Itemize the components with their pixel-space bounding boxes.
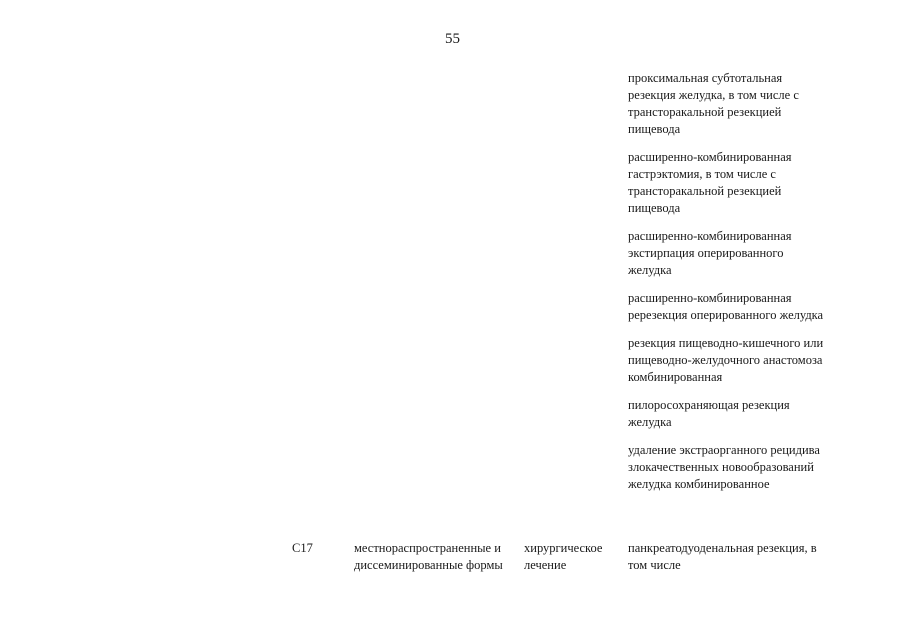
method-item: пилоросохраняющая резекция желудка xyxy=(628,398,790,429)
treatment-type-cell: хирургическое лечение xyxy=(524,541,603,572)
table-row xyxy=(0,540,905,580)
method-item: проксимальная субтотальная резекция желудка, в том числе с трансторакальной резекцией пищевода xyxy=(628,71,799,136)
diagnosis-code: C17 xyxy=(292,541,313,555)
page-number: 55 xyxy=(445,31,460,47)
condition-cell: местнораспространенные и диссеминированные формы xyxy=(354,541,503,572)
treatment-methods-list xyxy=(628,70,828,493)
method-item: удаление экстраорганного рецидива злокачественных новообразований желудка комбинированное xyxy=(628,443,820,491)
method-item: расширенно-комбинированная гастрэктомия, в том числе с трансторакальной резекцией пищевода xyxy=(628,150,792,215)
method-item: расширенно-комбинированная экстирпация оперированного желудка xyxy=(628,229,792,277)
method-item: расширенно-комбинированная ререзекция оперированного желудка xyxy=(628,291,824,322)
method-cell: панкреатодуоденальная резекция, в том числе xyxy=(628,541,817,572)
method-item: резекция пищеводно-кишечного или пищеводно-желудочного анастомоза комбинированная xyxy=(628,336,824,384)
